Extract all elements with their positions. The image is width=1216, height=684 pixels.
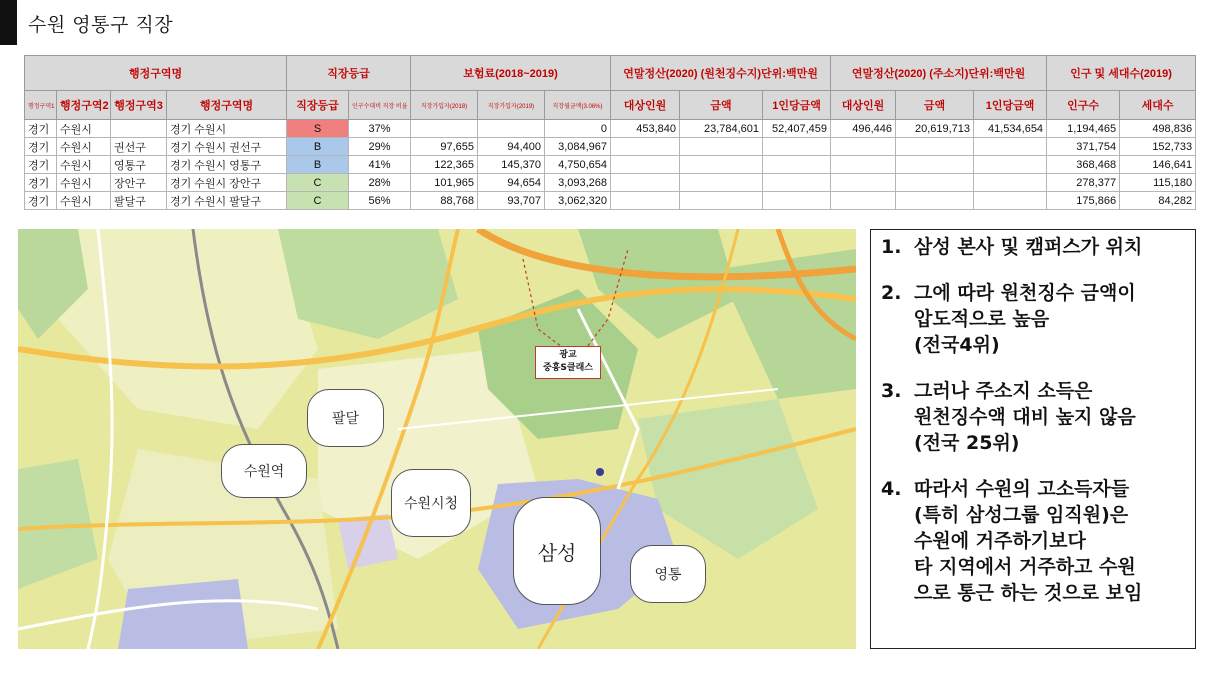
table-cell: 175,866: [1047, 192, 1120, 210]
table-cell: 498,836: [1120, 120, 1196, 138]
table-cell: 37%: [349, 120, 411, 138]
table-cell: C: [287, 192, 349, 210]
table-cell: 145,370: [478, 156, 545, 174]
table-cell: 경기: [25, 156, 57, 174]
table-cell: 장안구: [111, 174, 167, 192]
table-cell: 88,768: [411, 192, 478, 210]
callout-line-1: 광교: [559, 350, 577, 360]
table-cell: 경기: [25, 174, 57, 192]
table-cell: 115,180: [1120, 174, 1196, 192]
gwanggyo-callout: [535, 346, 601, 379]
table-cell: 영통구: [111, 156, 167, 174]
notes-panel: [870, 229, 1196, 649]
col-header: 대상인원: [611, 91, 680, 120]
note-number: 4.: [881, 478, 902, 500]
table-row: [25, 120, 1196, 138]
col-header: 대상인원: [831, 91, 896, 120]
table-cell: 1,194,465: [1047, 120, 1120, 138]
col-header: 금액: [680, 91, 763, 120]
col-header: 직장가입자(2019): [478, 91, 545, 120]
table-cell: [680, 156, 763, 174]
note-text: 삼성 본사 및 캠퍼스가 위치: [914, 236, 1143, 258]
table-cell: 권선구: [111, 138, 167, 156]
col-header: 행정구역1: [25, 91, 57, 120]
table-row: [25, 192, 1196, 210]
table-cell: [763, 156, 831, 174]
table-cell: 41%: [349, 156, 411, 174]
table-cell: 경기: [25, 138, 57, 156]
table-cell: 278,377: [1047, 174, 1120, 192]
table-cell: 94,654: [478, 174, 545, 192]
note-text: 따라서 수원의 고소득자들 (특히 삼성그룹 임직원)은 수원에 거주하기보다 타 지역에서 거주하고 수원 으로 통근 하는 것으로 보임: [914, 478, 1143, 604]
table-cell: C: [287, 174, 349, 192]
table-cell: 0: [545, 120, 611, 138]
page-title: 수원 영통구 직장: [28, 14, 174, 36]
label-city-hall: 수원시청: [391, 469, 471, 537]
map-background: [18, 229, 856, 649]
table-cell: 경기: [25, 192, 57, 210]
label-suwon-station: 수원역: [221, 444, 307, 498]
table-cell: 경기 수원시 영통구: [167, 156, 287, 174]
table-cell: B: [287, 138, 349, 156]
label-paldal: 팔달: [307, 389, 384, 447]
table-cell: 팔달구: [111, 192, 167, 210]
table-cell: 28%: [349, 174, 411, 192]
table-cell: [763, 174, 831, 192]
table-cell: [974, 174, 1047, 192]
table-cell: 496,446: [831, 120, 896, 138]
table-cell: 4,750,654: [545, 156, 611, 174]
note-item: [881, 476, 1185, 606]
table-cell: [763, 138, 831, 156]
table-cell: 84,282: [1120, 192, 1196, 210]
col-header: 세대수: [1120, 91, 1196, 120]
table-cell: [831, 174, 896, 192]
col-header: 행정구역3: [111, 91, 167, 120]
table-row: [25, 174, 1196, 192]
group-header: 연말정산(2020) (원천징수지)단위:백만원: [611, 56, 831, 91]
note-item: [881, 234, 1185, 260]
table-cell: S: [287, 120, 349, 138]
table-cell: [896, 138, 974, 156]
table-cell: 122,365: [411, 156, 478, 174]
table-cell: [611, 156, 680, 174]
col-header: 1인당금액: [974, 91, 1047, 120]
table-cell: 수원시: [57, 192, 111, 210]
table-cell: 52,407,459: [763, 120, 831, 138]
table-cell: 41,534,654: [974, 120, 1047, 138]
table-row: [25, 156, 1196, 174]
table-cell: 20,619,713: [896, 120, 974, 138]
table-cell: [974, 192, 1047, 210]
table-cell: [611, 192, 680, 210]
table-cell: 56%: [349, 192, 411, 210]
table-cell: [896, 174, 974, 192]
col-header: 행정구역2: [57, 91, 111, 120]
col-header: 직장등급: [287, 91, 349, 120]
table-cell: [831, 138, 896, 156]
table-cell: 29%: [349, 138, 411, 156]
table-cell: 수원시: [57, 138, 111, 156]
table-cell: 수원시: [57, 156, 111, 174]
table-cell: [763, 192, 831, 210]
map-view: [18, 229, 856, 649]
table-cell: [896, 156, 974, 174]
note-item: [881, 280, 1185, 358]
table-cell: 368,468: [1047, 156, 1120, 174]
label-yeongtong: 영통: [630, 545, 706, 603]
stats-table: [24, 55, 1195, 210]
callout-line-2: 중흥S클래스: [543, 363, 593, 373]
table-cell: 3,062,320: [545, 192, 611, 210]
table-cell: 3,093,268: [545, 174, 611, 192]
note-text: 그에 따라 원천징수 금액이 압도적으로 높음 (전국4위): [914, 282, 1136, 356]
title-accent-bar: [0, 0, 17, 45]
table-row: [25, 138, 1196, 156]
table-cell: [611, 138, 680, 156]
table-cell: 3,084,967: [545, 138, 611, 156]
table-cell: [611, 174, 680, 192]
table-cell: 453,840: [611, 120, 680, 138]
table-cell: 97,655: [411, 138, 478, 156]
group-header: 인구 및 세대수(2019): [1047, 56, 1196, 91]
table-cell: 수원시: [57, 120, 111, 138]
table-cell: [478, 120, 545, 138]
table-cell: 경기: [25, 120, 57, 138]
table-cell: 93,707: [478, 192, 545, 210]
note-number: 2.: [881, 282, 902, 304]
note-number: 3.: [881, 380, 902, 402]
group-header: 연말정산(2020) (주소지)단위:백만원: [831, 56, 1047, 91]
table-cell: 경기 수원시 장안구: [167, 174, 287, 192]
table-cell: 94,400: [478, 138, 545, 156]
table-cell: [680, 192, 763, 210]
table-cell: [831, 156, 896, 174]
table-cell: 경기 수원시 팔달구: [167, 192, 287, 210]
col-header: 행정구역명: [167, 91, 287, 120]
note-item: [881, 378, 1185, 456]
group-header: 보험료(2018~2019): [411, 56, 611, 91]
col-header: 직장월금액(3.06%): [545, 91, 611, 120]
group-header: 행정구역명: [25, 56, 287, 91]
table-cell: 152,733: [1120, 138, 1196, 156]
note-number: 1.: [881, 236, 902, 258]
table-cell: [896, 192, 974, 210]
table-cell: [111, 120, 167, 138]
col-header: 인구수대비 직장 비율: [349, 91, 411, 120]
table-cell: 수원시: [57, 174, 111, 192]
col-header: 1인당금액: [763, 91, 831, 120]
group-header: 직장등급: [287, 56, 411, 91]
table-cell: [974, 156, 1047, 174]
table-cell: B: [287, 156, 349, 174]
table-cell: 23,784,601: [680, 120, 763, 138]
col-header: 인구수: [1047, 91, 1120, 120]
table-cell: 371,754: [1047, 138, 1120, 156]
col-header: 직장가입자(2018): [411, 91, 478, 120]
table-cell: [680, 174, 763, 192]
label-samsung: 삼성: [513, 497, 601, 605]
table-cell: 경기 수원시 권선구: [167, 138, 287, 156]
table-cell: [974, 138, 1047, 156]
table-cell: [411, 120, 478, 138]
table-cell: 경기 수원시: [167, 120, 287, 138]
table-cell: 146,641: [1120, 156, 1196, 174]
table-cell: [831, 192, 896, 210]
table-cell: [680, 138, 763, 156]
note-text: 그러나 주소지 소득은 원천징수액 대비 높지 않음 (전국 25위): [914, 380, 1136, 454]
table-cell: 101,965: [411, 174, 478, 192]
col-header: 금액: [896, 91, 974, 120]
